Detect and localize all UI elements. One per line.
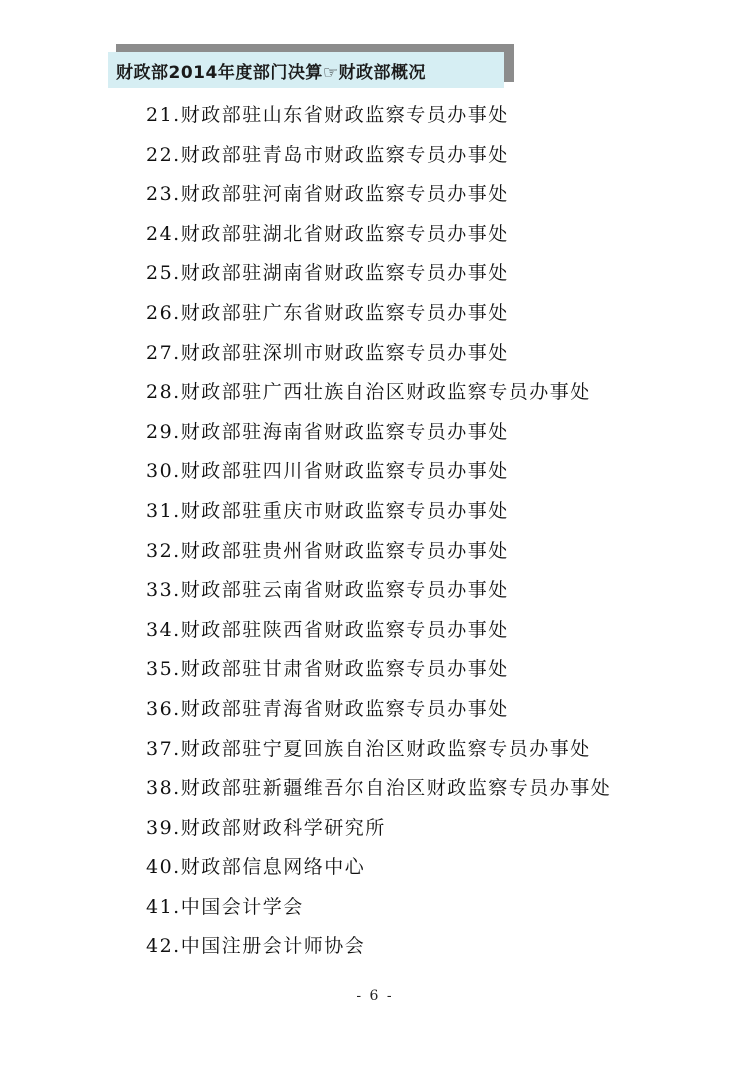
list-item: 39.财政部财政科学研究所 (146, 816, 386, 839)
list-item: 37.财政部驻宁夏回族自治区财政监察专员办事处 (146, 737, 591, 760)
list-item: 22.财政部驻青岛市财政监察专员办事处 (146, 143, 509, 166)
list-item: 30.财政部驻四川省财政监察专员办事处 (146, 460, 509, 483)
page-header (108, 44, 514, 90)
list-item: 23.财政部驻河南省财政监察专员办事处 (146, 183, 509, 206)
list-item: 40.财政部信息网络中心 (146, 856, 366, 879)
list-item: 27.财政部驻深圳市财政监察专员办事处 (146, 341, 509, 364)
list-item: 35.财政部驻甘肃省财政监察专员办事处 (146, 658, 509, 681)
list-item: 24.财政部驻湖北省财政监察专员办事处 (146, 222, 509, 245)
list-item: 21.财政部驻山东省财政监察专员办事处 (146, 104, 509, 126)
list-item: 34.财政部驻陕西省财政监察专员办事处 (146, 618, 509, 641)
list-item: 31.财政部驻重庆市财政监察专员办事处 (146, 499, 509, 522)
list-item: 32.财政部驻贵州省财政监察专员办事处 (146, 539, 509, 562)
unit-list (146, 96, 611, 967)
list-item: 42.中国注册会计师协会 (146, 935, 366, 958)
list-item: 33.财政部驻云南省财政监察专员办事处 (146, 579, 509, 602)
list-item: 28.财政部驻广西壮族自治区财政监察专员办事处 (146, 381, 591, 404)
list-item: 41.中国会计学会 (146, 895, 304, 918)
page-number: - 6 - (356, 988, 394, 1004)
list-item: 26.财政部驻广东省财政监察专员办事处 (146, 301, 509, 324)
list-item: 25.财政部驻湖南省财政监察专员办事处 (146, 262, 509, 285)
header-banner (108, 52, 504, 88)
list-item: 29.财政部驻海南省财政监察专员办事处 (146, 420, 509, 443)
list-item: 36.财政部驻青海省财政监察专员办事处 (146, 697, 509, 720)
header-title: 财政部2014年度部门决算☞财政部概况 (116, 62, 427, 83)
list-item: 38.财政部驻新疆维吾尔自治区财政监察专员办事处 (146, 777, 612, 800)
